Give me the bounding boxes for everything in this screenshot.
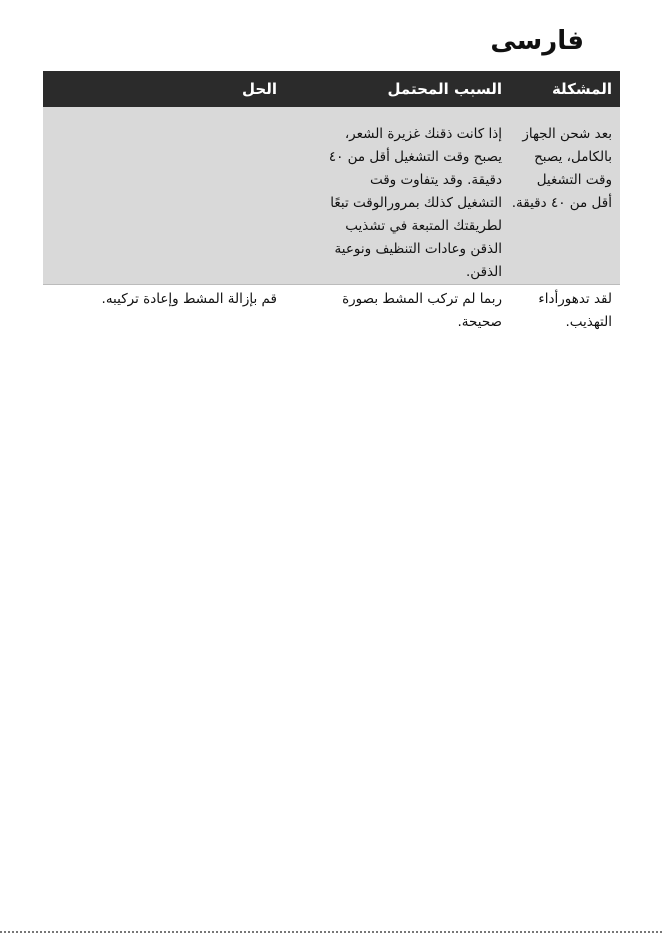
- cause-cell: إذا كانت ذقنك غزيرة الشعر، يصبح وقت التشغيل أقل من ٤٠ دقيقة. وقد يتفاوت وقت التشغيل كذلك بمرورالوقت تبعًا لطريقتك المتبعة في تشذيب الذقن وعادات التنظيف ونوعية الذقن.: [328, 126, 502, 280]
- header-possible-cause: السبب المحتمل: [387, 80, 502, 98]
- header-problem: المشكلة: [551, 80, 612, 98]
- table-header-row: [43, 71, 620, 107]
- solution-cell: [43, 107, 285, 123]
- page-title: فارسی: [490, 26, 584, 56]
- troubleshooting-table: [43, 71, 620, 334]
- table-row: [43, 107, 620, 284]
- solution-cell: قم بإزالة المشط وإعادة تركيبه.: [101, 291, 277, 307]
- page-bottom-divider: [0, 927, 662, 933]
- header-solution: الحل: [242, 80, 277, 98]
- cause-cell: ربما لم تركب المشط بصورة صحيحة.: [342, 291, 502, 330]
- problem-cell: لقد تدهورأداء التهذيب.: [538, 291, 612, 330]
- problem-cell: بعد شحن الجهاز بالكامل، يصبح وقت التشغيل أقل من ٤٠ دقيقة.: [511, 126, 612, 211]
- table-row: [43, 284, 620, 334]
